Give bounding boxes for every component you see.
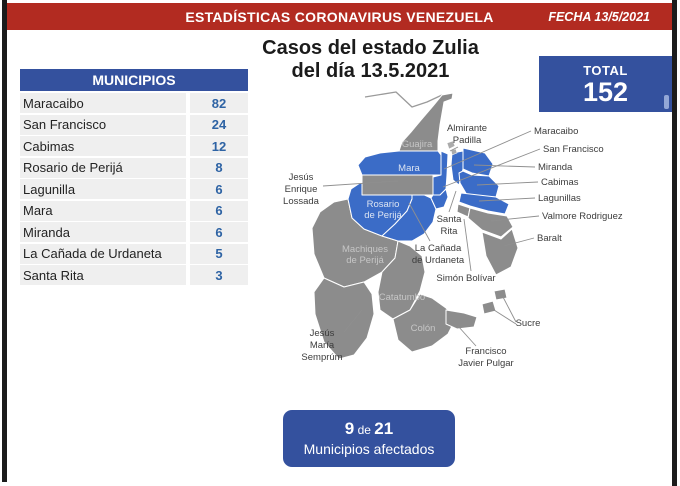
- callout-cabimas: Cabimas: [541, 177, 579, 188]
- callout-jesus-maria-semprum: Jesús: [309, 328, 335, 339]
- summary-box: [283, 410, 455, 467]
- total-count: 21: [374, 419, 394, 438]
- callout-simon-bolivar: Simón Bolívar: [436, 273, 496, 284]
- callout-sucre: Sucre: [515, 318, 541, 329]
- left-border-line: [2, 0, 7, 482]
- municipality-cases: 6: [190, 222, 248, 242]
- scrollbar-thumb: [664, 95, 669, 109]
- municipality-cases: 3: [190, 265, 248, 285]
- leader-simon-bolivar: [464, 219, 471, 271]
- leader-francisco-javier-pulgar: [458, 326, 476, 346]
- map-label-guajira: Guajira: [401, 139, 433, 150]
- callout-francisco-javier-pulgar: Francisco: [465, 346, 507, 357]
- callout-valmore-rodriguez: Valmore Rodriguez: [542, 211, 623, 222]
- map-label-catatumbo: Catatumbo: [378, 292, 426, 303]
- page-title-line1: Casos del estado Zulia: [262, 37, 479, 59]
- header-banner: [7, 3, 672, 30]
- region-valmore-rodriguez: [468, 208, 513, 237]
- zulia-map-svg: [260, 85, 630, 405]
- callout-francisco-javier-pulgar: Javier Pulgar: [458, 358, 514, 369]
- municipality-name: Maracaibo: [20, 93, 186, 113]
- callout-miranda: Miranda: [538, 162, 573, 173]
- municipality-name: Rosario de Perijá: [20, 158, 186, 178]
- callout-san-francisco: San Francisco: [543, 144, 604, 155]
- leader-santa-rita: [449, 191, 456, 212]
- table-row: [20, 136, 248, 156]
- leader-sucre: [494, 310, 516, 324]
- region-sucre-island: [482, 301, 496, 314]
- banner-title: ESTADÍSTICAS CORONAVIRUS VENEZUELA: [185, 8, 494, 25]
- total-label: TOTAL: [583, 62, 628, 78]
- municipality-name: Santa Rita: [20, 265, 186, 285]
- region-jesus-enrique-lossada: [362, 175, 433, 195]
- right-border-line: [672, 0, 677, 486]
- municipality-name: La Cañada de Urdaneta: [20, 244, 186, 264]
- table-row: [20, 222, 248, 242]
- map-label-machiques: Machiques: [342, 244, 388, 255]
- callout-jesus-maria-semprum: María: [309, 340, 335, 351]
- table-row: [20, 179, 248, 199]
- leader-sucre: [503, 297, 516, 322]
- map-label-mara: Mara: [398, 163, 420, 174]
- callout-almirante-padilla: Padilla: [452, 135, 482, 146]
- callout-maracaibo: Maracaibo: [534, 126, 579, 137]
- summary-caption: Municipios afectados: [303, 441, 435, 457]
- table-row: [20, 201, 248, 221]
- table-row: [20, 115, 248, 135]
- municipality-cases: 82: [190, 93, 248, 113]
- municipalities-table: [20, 69, 248, 287]
- map-label-rosario: de Perijá: [364, 210, 402, 221]
- municipality-cases: 24: [190, 115, 248, 135]
- map-label-colon: Colón: [410, 323, 436, 334]
- table-row: [20, 265, 248, 285]
- table-row: [20, 93, 248, 113]
- municipality-cases: 12: [190, 136, 248, 156]
- municipality-cases: 6: [190, 201, 248, 221]
- callout-jesus-maria-semprum: Semprúm: [301, 352, 343, 363]
- map-label-rosario: Rosario: [366, 199, 400, 210]
- coastline: [365, 92, 442, 107]
- table-row: [20, 158, 248, 178]
- banner-date: FECHA 13/5/2021: [548, 9, 650, 24]
- municipality-cases: 8: [190, 158, 248, 178]
- callout-almirante-padilla: Almirante: [446, 123, 488, 134]
- page-title: [258, 37, 483, 83]
- municipality-name: Miranda: [20, 222, 186, 242]
- of-word: de: [357, 423, 371, 437]
- municipality-name: Mara: [20, 201, 186, 221]
- affected-count: 9: [344, 419, 355, 438]
- table-row: [20, 244, 248, 264]
- municipality-name: Lagunilla: [20, 179, 186, 199]
- page-title-line2: del día 13.5.2021: [291, 60, 450, 82]
- map-label-machiques: de Perijá: [346, 255, 384, 266]
- region-sucre-island: [494, 289, 507, 300]
- table-header: MUNICIPIOS: [20, 69, 248, 91]
- callout-baralt: Baralt: [537, 233, 562, 244]
- municipality-cases: 5: [190, 244, 248, 264]
- callout-jesus-enrique-lossada: Lossada: [283, 196, 319, 207]
- callout-santa-rita: Santa: [436, 214, 462, 225]
- callout-jesus-enrique-lossada: Jesús: [288, 172, 314, 183]
- municipality-name: Cabimas: [20, 136, 186, 156]
- total-value: 152: [582, 76, 629, 107]
- municipality-name: San Francisco: [20, 115, 186, 135]
- callout-jesus-enrique-lossada: Enrique: [284, 184, 318, 195]
- callout-santa-rita: Rita: [440, 226, 458, 237]
- callout-lagunillas: Lagunillas: [538, 193, 581, 204]
- region-francisco-javier-pulgar: [446, 310, 477, 329]
- summary-count-line: [345, 419, 393, 440]
- zulia-map: [260, 85, 630, 405]
- callout-la-canada: La Cañada: [414, 243, 462, 254]
- callout-la-canada: de Urdaneta: [411, 255, 465, 266]
- region-miranda: [463, 148, 493, 176]
- municipality-cases: 6: [190, 179, 248, 199]
